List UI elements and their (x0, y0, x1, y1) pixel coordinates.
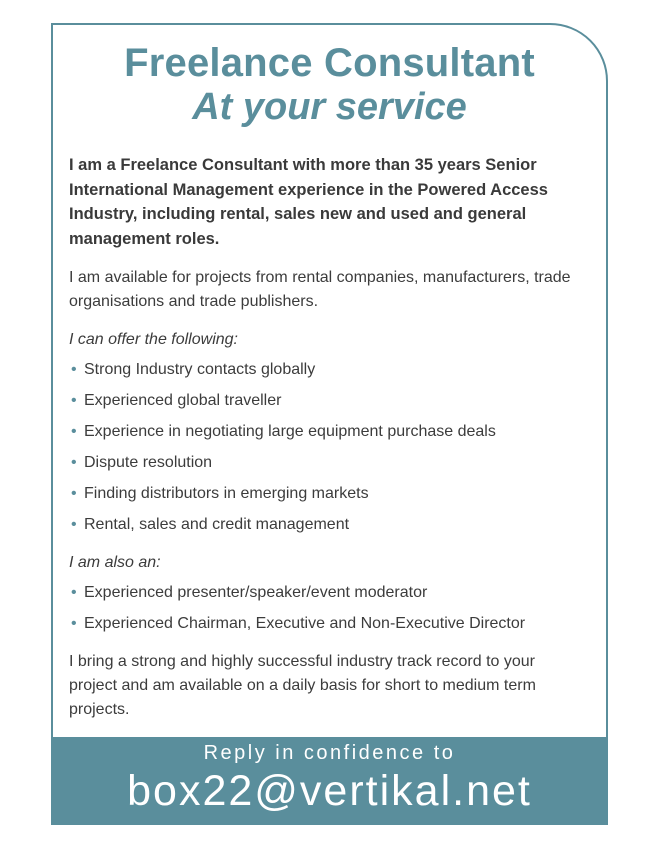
list-item: • Finding distributors in emerging markets (69, 482, 582, 506)
offer-heading: I can offer the following: (69, 331, 238, 348)
list-item: • Experienced presenter/speaker/event moderator (69, 581, 582, 605)
ad-body (69, 153, 582, 722)
list-item: • Experienced Chairman, Executive and Non-Executive Director (69, 612, 582, 636)
advertisement-box (51, 23, 608, 825)
list-item: • Experience in negotiating large equipment purchase deals (69, 420, 582, 444)
list-item: • Rental, sales and credit management (69, 513, 582, 537)
offer-list (69, 358, 582, 537)
list-item: • Dispute resolution (69, 451, 582, 475)
closing-paragraph: I bring a strong and highly successful industry track record to your project and am available on a daily basis for short to medium term projects. (69, 653, 536, 718)
ad-title: Freelance Consultant (124, 41, 535, 85)
ad-subtitle: At your service (192, 86, 467, 128)
list-item: • Experienced global traveller (69, 389, 582, 413)
also-list (69, 581, 582, 636)
list-item: • Strong Industry contacts globally (69, 358, 582, 382)
intro-paragraph: I am a Freelance Consultant with more than 35 years Senior International Management experience in the Powered Access Industry, including rental, sales new and used and general management roles. (69, 156, 548, 248)
also-heading: I am also an: (69, 554, 161, 571)
contact-email-link[interactable]: box22@vertikal.net (127, 767, 532, 815)
reply-banner (53, 737, 606, 823)
reply-label: Reply in confidence to (203, 742, 456, 764)
availability-paragraph: I am available for projects from rental companies, manufacturers, trade organisations and trade publishers. (69, 269, 571, 310)
